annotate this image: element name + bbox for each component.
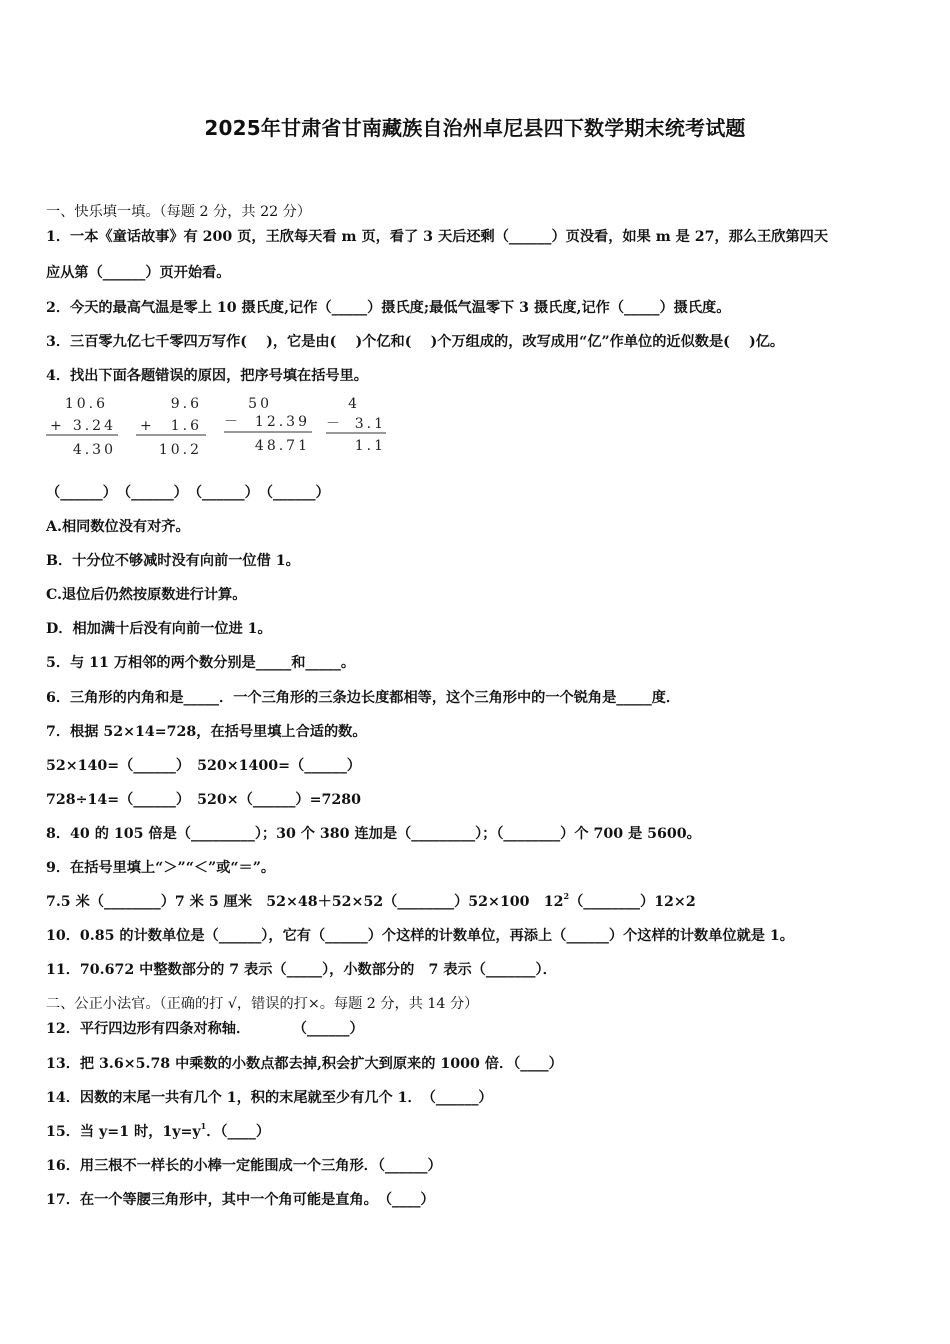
calculation-2 bbox=[136, 396, 206, 458]
calc-1-second: 3.24 bbox=[72, 418, 116, 434]
question-9-row bbox=[46, 892, 696, 912]
option-c: C.退位后仍然按原数进行计算。 bbox=[46, 587, 247, 603]
page-title: 2025年甘肃省甘南藏族自治州卓尼县四下数学期末统考试题 bbox=[204, 116, 746, 140]
calculation-1 bbox=[46, 396, 118, 458]
q9-superscript: 2 bbox=[563, 891, 570, 901]
question-10: 10．0.85 的计数单位是（______），它有（______）个这样的计数单位，再添上（______）个这样的计数单位就是 1。 bbox=[46, 928, 794, 944]
calc-4-second: 3.1 bbox=[354, 416, 386, 432]
question-8: 8．40 的 105 倍是（_________）；30 个 380 连加是（_________）；（________）个 700 是 5600。 bbox=[46, 826, 701, 842]
calc-4-result: 1.1 bbox=[354, 438, 386, 454]
calc-1-top: 10.6 bbox=[64, 396, 108, 412]
question-11: 11．70.672 中整数部分的 7 表示（_____），小数部分的 7 表示（_______）． bbox=[46, 962, 557, 978]
calc-2-result: 10.2 bbox=[158, 442, 202, 458]
calc-4-operator: － bbox=[326, 416, 343, 432]
option-d: D．相加满十后没有向前一位进 1。 bbox=[46, 621, 272, 637]
calc-3-top: 50 bbox=[248, 396, 272, 412]
q15-part-2: ．（____） bbox=[206, 1124, 271, 1140]
question-1-line-2: 应从第（______）页开始看。 bbox=[46, 265, 231, 281]
calculation-4 bbox=[326, 396, 386, 454]
question-7: 7．根据 52×14=728，在括号里填上合适的数。 bbox=[46, 724, 367, 740]
question-6: 6．三角形的内角和是_____．一个三角形的三条边长度都相等，这个三角形中的一个锐角是_____度． bbox=[46, 690, 681, 706]
q15-part-1: 15．当 y=1 时，1y=y bbox=[46, 1124, 201, 1140]
calc-1-result: 4.30 bbox=[72, 442, 116, 458]
calc-3-second: 12.39 bbox=[254, 414, 310, 430]
question-13: 13．把 3.6×5.78 中乘数的小数点都去掉,积会扩大到原来的 1000 倍．（____） bbox=[46, 1056, 563, 1072]
question-4: 4．找出下面各题错误的原因，把序号填在括号里。 bbox=[46, 368, 368, 384]
question-1-line-1: 1．一本《童话故事》有 200 页，王欣每天看 m 页，看了 3 天后还剩（______）页没看，如果 m 是 27，那么王欣第四天 bbox=[46, 229, 829, 245]
calc-4-top: 4 bbox=[348, 396, 360, 412]
option-b: B．十分位不够减时没有向前一位借 1。 bbox=[46, 553, 300, 569]
calc-2-second: 1.6 bbox=[170, 418, 202, 434]
q15-superscript: 1 bbox=[200, 1121, 207, 1131]
calculation-3 bbox=[224, 396, 312, 454]
question-7-row-1: 52×140=（______） 520×1400=（______） bbox=[46, 758, 361, 774]
question-16: 16．用三根不一样长的小棒一定能围成一个三角形．（______） bbox=[46, 1158, 442, 1174]
q9-part-1: 7.5 米（________）7 米 5 厘米 52×48＋52×52（________）52×100 12 bbox=[46, 894, 564, 910]
question-9: 9．在括号里填上“＞”“＜”或“＝”。 bbox=[46, 860, 276, 876]
calc-3-result: 48.71 bbox=[254, 438, 310, 454]
question-5: 5．与 11 万相邻的两个数分别是_____和_____。 bbox=[46, 655, 356, 671]
option-a: A.相同数位没有对齐。 bbox=[46, 519, 190, 535]
question-15 bbox=[46, 1122, 270, 1142]
question-12: 12．平行四边形有四条对称轴． （______） bbox=[46, 1021, 364, 1037]
question-17: 17．在一个等腰三角形中，其中一个角可能是直角。 （____） bbox=[46, 1192, 435, 1208]
q9-part-2: （________）12×2 bbox=[569, 894, 696, 910]
vertical-calculations-figure bbox=[44, 392, 404, 462]
calc-2-top: 9.6 bbox=[170, 396, 202, 412]
question-3: 3．三百零九亿七千零四万写作( )，它是由( )个亿和( )个万组成的，改写成用“亿”作单位的近似数是( )亿。 bbox=[46, 334, 785, 350]
calc-2-operator: + bbox=[140, 418, 155, 434]
calc-1-operator: + bbox=[50, 418, 65, 434]
section-2-heading: 二、公正小法官。（正确的打 √，错误的打×。每题 2 分，共 14 分） bbox=[46, 996, 479, 1012]
question-7-row-2: 728÷14=（______） 520×（______）=7280 bbox=[46, 792, 361, 808]
question-4-blanks: （______） （______） （______） （______） bbox=[46, 485, 330, 501]
question-2: 2．今天的最高气温是零上 10 摄氏度,记作（_____）摄氏度;最低气温零下 3 摄氏度,记作（_____）摄氏度。 bbox=[46, 300, 731, 316]
section-1-heading: 一、快乐填一填。（每题 2 分，共 22 分） bbox=[46, 204, 312, 220]
calc-3-operator: － bbox=[224, 414, 241, 430]
question-14: 14．因数的末尾一共有几个 1，积的末尾就至少有几个 1． （______） bbox=[46, 1090, 493, 1106]
